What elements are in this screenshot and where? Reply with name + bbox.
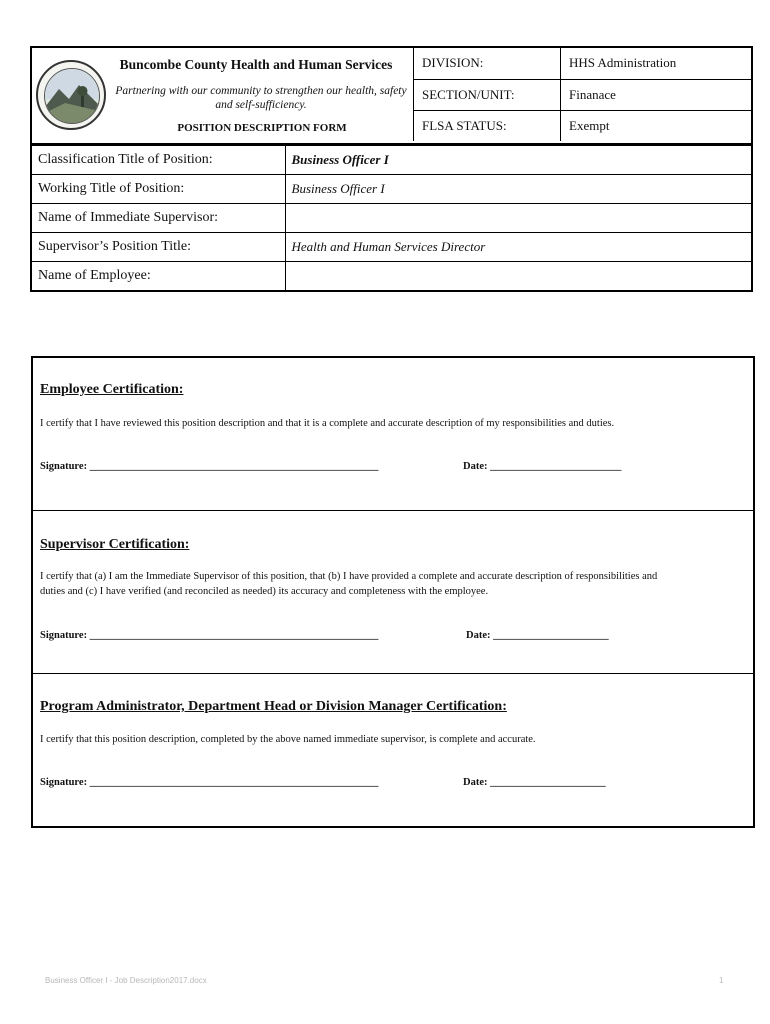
employee-name-field[interactable] (285, 262, 752, 291)
employee-signature-line[interactable]: Signature: _______________________________________________________ (40, 461, 379, 472)
meta-label: DIVISION: (414, 48, 561, 79)
table-row (31, 146, 752, 175)
position-table (30, 145, 753, 292)
employee-date-line[interactable]: Date: _________________________ (463, 461, 622, 472)
table-row (31, 175, 752, 204)
admin-cert-title: Program Administrator, Department Head or Division Manager Certification: (40, 699, 507, 714)
admin-signature-line[interactable]: Signature: _______________________________________________________ (40, 777, 379, 788)
admin-date-line[interactable]: Date: ______________________ (463, 777, 606, 788)
supervisor-title-field[interactable]: Health and Human Services Director (285, 233, 752, 262)
table-row (31, 204, 752, 233)
supervisor-date-line[interactable]: Date: ______________________ (466, 630, 609, 641)
supervisor-name-field[interactable] (285, 204, 752, 233)
supervisor-cert-title: Supervisor Certification: (40, 537, 190, 552)
form-title: POSITION DESCRIPTION FORM (177, 122, 347, 134)
supervisor-cert-text-line2: duties and (c) I have verified (and reconciled as needed) its accuracy and completeness with the employee. (40, 586, 489, 597)
section-divider (31, 510, 755, 511)
meta-label: FLSA STATUS: (414, 110, 561, 141)
field-label: Name of Employee: (31, 262, 285, 291)
employee-cert-title: Employee Certification: (40, 382, 184, 397)
meta-row-division (414, 48, 752, 79)
meta-value: Exempt (561, 110, 752, 141)
employee-cert-text: I certify that I have reviewed this position description and that it is a complete and accurate description of my responsibilities and duties. (40, 418, 615, 429)
field-label: Classification Title of Position: (31, 146, 285, 175)
working-title-field[interactable]: Business Officer I (285, 175, 752, 204)
field-label: Supervisor’s Position Title: (31, 233, 285, 262)
field-label: Name of Immediate Supervisor: (31, 204, 285, 233)
meta-row-section (414, 79, 752, 110)
admin-cert-text: I certify that this position description, completed by the above named immediate supervisor, is complete and accurate. (40, 734, 536, 745)
table-row (31, 233, 752, 262)
page-number: 1 (719, 976, 724, 985)
supervisor-cert-text-line1: I certify that (a) I am the Immediate Supervisor of this position, that (b) I have provided a complete and accurate description of responsibilities and (40, 571, 658, 582)
classification-title-field[interactable]: Business Officer I (285, 146, 752, 175)
meta-row-flsa (414, 110, 752, 141)
field-label: Working Title of Position: (31, 175, 285, 204)
org-motto: Partnering with our community to strengthen our health, safety and self-sufficiency. (115, 85, 407, 111)
org-name: Buncombe County Health and Human Services (119, 57, 393, 72)
table-row (31, 262, 752, 291)
meta-label: SECTION/UNIT: (414, 79, 561, 110)
section-divider (31, 673, 755, 674)
meta-value: Finanace (561, 79, 752, 110)
supervisor-signature-line[interactable]: Signature: _______________________________________________________ (40, 630, 379, 641)
meta-value: HHS Administration (561, 48, 752, 79)
meta-table (413, 48, 751, 141)
footer-filename: Business Officer I - Job Description2017.docx (45, 976, 207, 985)
county-seal-icon (36, 60, 106, 130)
